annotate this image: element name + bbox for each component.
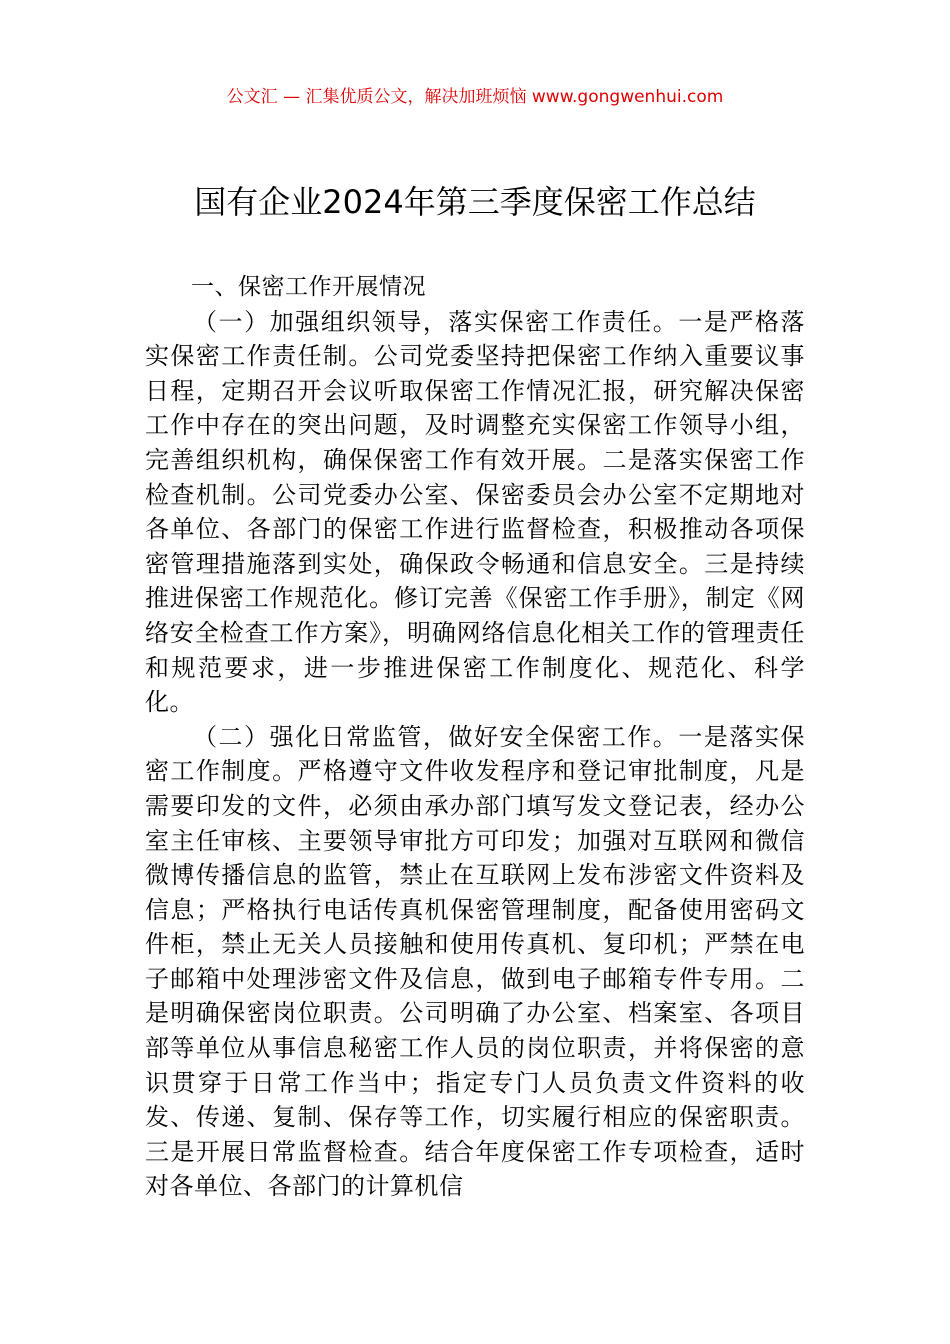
document-body xyxy=(145,270,805,1204)
section-heading: 一、保密工作开展情况 xyxy=(191,274,426,300)
paragraph-2: （二）强化日常监管，做好安全保密工作。一是落实保密工作制度。严格遵守文件收发程序和登记审批制度，凡是需要印发的文件，必须由承办部门填写发文登记表，经办公室主任审核、主要领导审批方可印发；加强对互联网和微信微博传播信息的监管，禁止在互联网上发布涉密文件资料及信息；严格执行电话传真机保密管理制度，配备使用密码文件柜，禁止无关人员接触和使用传真机、复印机；严禁在电子邮箱中处理涉密文件及信息，做到电子邮箱专件专用。二是明确保密岗位职责。公司明确了办公室、档案室、各项目部等单位从事信息秘密工作人员的岗位职责，并将保密的意识贯穿于日常工作当中；指定专门人员负责文件资料的收发、传递、复制、保存等工作，切实履行相应的保密职责。三是开展日常监督检查。结合年度保密工作专项检查，适时对各单位、各部门的计算机信 xyxy=(145,722,805,1201)
paragraph-1: （一）加强组织领导，落实保密工作责任。一是严格落实保密工作责任制。公司党委坚持把保密工作纳入重要议事日程，定期召开会议听取保密工作情况汇报，研究解决保密工作中存在的突出问题，及时调整充实保密工作领导小组，完善组织机构，确保保密工作有效开展。二是落实保密工作检查机制。公司党委办公室、保密委员会办公室不定期地对各单位、各部门的保密工作进行监督检查，积极推动各项保密管理措施落到实处，确保政令畅通和信息安全。三是持续推进保密工作规范化。修订完善《保密工作手册》，制定《网络安全检查工作方案》，明确网络信息化相关工作的管理责任和规范要求，进一步推进保密工作制度化、规范化、科学化。 xyxy=(145,307,805,717)
document-title: 国有企业2024年第三季度保密工作总结 xyxy=(194,183,756,221)
header-banner: 公文汇 — 汇集优质公文，解决加班烦恼 www.gongwenhui.com xyxy=(226,87,724,107)
